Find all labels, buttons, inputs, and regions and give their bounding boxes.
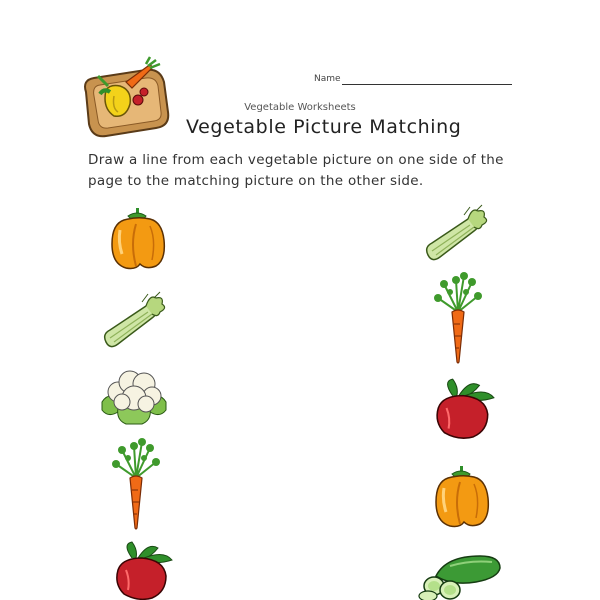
- worksheet-subtitle: [0, 102, 600, 113]
- left-pepper-icon: [106, 204, 168, 272]
- right-pepper-icon: [430, 462, 492, 530]
- right-cucumber-icon: [416, 546, 506, 600]
- left-carrot-icon: [112, 438, 160, 530]
- subtitle-text: Vegetable Worksheets: [244, 102, 356, 113]
- name-label: Name: [314, 74, 341, 84]
- left-celery-icon: [98, 292, 168, 350]
- left-cauliflower-icon: [98, 368, 170, 428]
- right-carrot-icon: [434, 272, 482, 364]
- page-title: Vegetable Picture Matching: [186, 116, 462, 138]
- name-write-line[interactable]: [342, 84, 512, 85]
- right-celery-icon: [420, 204, 490, 264]
- instructions-text: Draw a line from each vegetable picture on one side of the page to the matching picture on the other side.: [88, 152, 504, 189]
- right-beet-icon: [428, 376, 498, 440]
- left-beet-icon: [108, 540, 176, 600]
- cutting-board-logo-icon: [80, 56, 172, 140]
